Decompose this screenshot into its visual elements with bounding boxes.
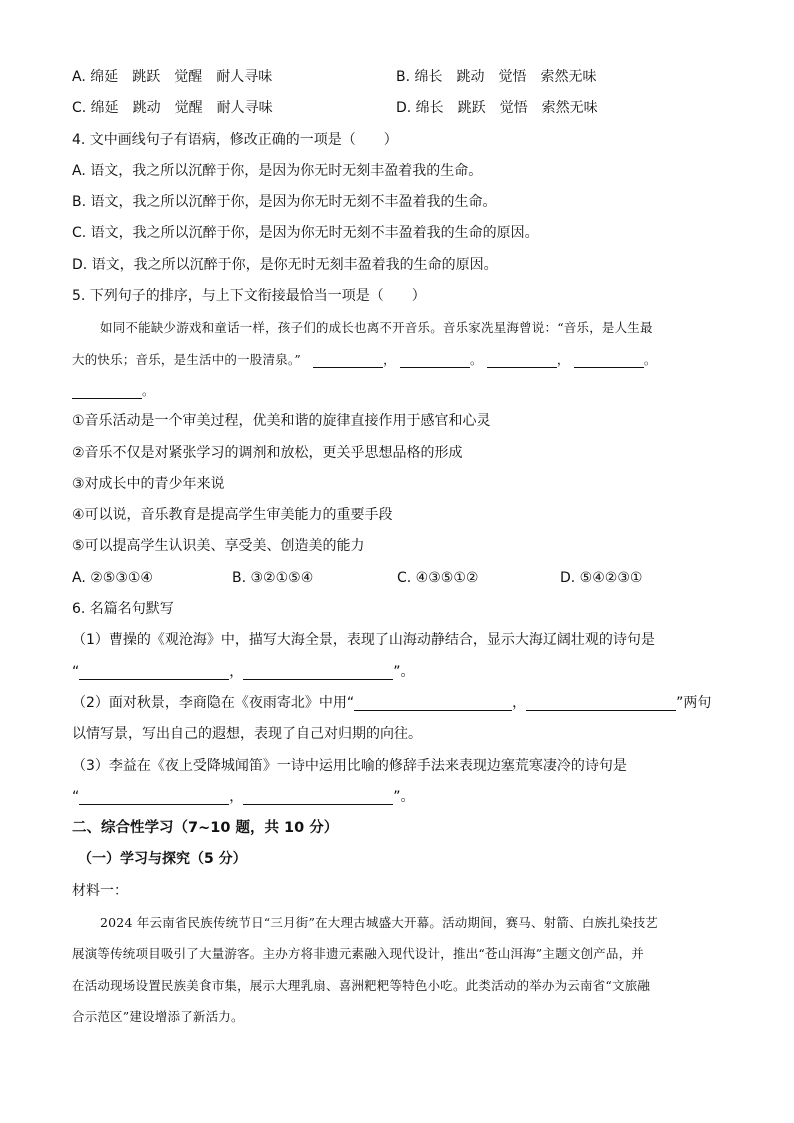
q5-blank-1[interactable] <box>313 351 383 368</box>
q5-stem: 5. 下列句子的排序，与上下文衔接最恰当一项是（ ） <box>72 288 426 305</box>
q3-option-d[interactable]: D. 绵长 跳跃 觉悟 索然无味 <box>396 100 598 117</box>
q6-part3-blank-1[interactable] <box>79 788 229 805</box>
q5-passage-line-3 <box>72 375 724 406</box>
q5-option-d[interactable]: D. ⑤④②③① <box>560 569 643 586</box>
q6-part1-blank-1[interactable] <box>79 663 229 680</box>
subsection-heading: （一）学习与探究（5 分） <box>78 851 247 868</box>
q3-option-a[interactable]: A. 绵延 跳跃 觉醒 耐人寻味 <box>72 69 273 85</box>
q3-option-c[interactable]: C. 绵延 跳动 觉醒 耐人寻味 <box>72 100 273 117</box>
q4-option-c[interactable]: C. 语文，我之所以沉醉于你，是因为你无时无刻不丰盈着我的生命的原因。 <box>72 225 539 242</box>
q5-sep: 。 <box>142 382 155 398</box>
q5-option-c[interactable]: C. ④③⑤①② <box>397 569 479 586</box>
material-line-1: 2024 年云南省民族传统节日“三月街”在大理古城盛大开幕。活动期间，赛马、射箭、白族扎染技艺 <box>100 915 658 931</box>
q4-option-b[interactable]: B. 语文，我之所以沉醉于你，是因为你无时无刻不丰盈着我的生命。 <box>72 194 497 211</box>
q6-part2-line-2: 以情写景，写出自己的遐想，表现了自己对归期的向往。 <box>72 726 422 743</box>
q3-options-row-2 <box>72 93 724 124</box>
q6-part2-blank-2[interactable] <box>526 694 676 711</box>
q3-options-row-1 <box>72 62 724 93</box>
q4-option-d[interactable]: D. 语文，我之所以沉醉于你，是你无时无刻丰盈着我的生命的原因。 <box>72 256 498 273</box>
q5-blank-3[interactable] <box>487 351 557 368</box>
q5-passage-line-1: 如同不能缺少游戏和童话一样，孩子们的成长也离不开音乐。音乐家冼星海曾说：“音乐，是人生最 <box>100 320 653 336</box>
q6-part1-line-1: （1）曹操的《观沧海》中，描写大海全景，表现了山海动静结合，显示大海辽阔壮观的诗句是 <box>72 632 655 649</box>
q5-item-1: ①音乐活动是一个审美过程，优美和谐的旋律直接作用于感官和心灵 <box>72 413 491 430</box>
comma: ， <box>512 694 527 711</box>
q6-part3-line-2 <box>72 782 724 813</box>
q6-part2-line-1 <box>72 688 724 719</box>
q5-blank-4[interactable] <box>574 351 644 368</box>
q5-blank-2[interactable] <box>400 351 470 368</box>
q3-option-b[interactable]: B. 绵长 跳动 觉悟 索然无味 <box>396 69 597 85</box>
q4-stem: 4. 文中画线句子有语病，修改正确的一项是（ ） <box>72 131 398 148</box>
q6-part2-suffix: ”两句 <box>676 694 712 711</box>
open-quote: “ <box>72 788 80 805</box>
material-line-2: 展演等传统项目吸引了大量游客。主办方将非遗元素融入现代设计，推出“苍山洱海”主题文创产品，并 <box>72 946 644 962</box>
q6-part2-prefix: （2）面对秋景，李商隐在《夜雨寄北》中用“ <box>72 694 355 711</box>
material-label: 材料一： <box>72 882 128 899</box>
q6-part2-blank-1[interactable] <box>354 694 512 711</box>
q5-sep: 。 <box>470 351 483 367</box>
q5-passage-text: 大的快乐；音乐，是生活中的一股清泉。” <box>72 351 301 367</box>
q5-option-b[interactable]: B. ③②①⑤④ <box>232 569 314 586</box>
q5-item-2: ②音乐不仅是对紧张学习的调剂和放松，更关乎思想品格的形成 <box>72 444 463 461</box>
q5-options-row <box>72 563 724 594</box>
q6-part1-line-2 <box>72 657 724 688</box>
q6-part3-line-1: （3）李益在《夜上受降城闻笛》一诗中运用比喻的修辞手法来表现边塞荒寒凄冷的诗句是 <box>72 757 627 774</box>
q5-passage-line-2 <box>72 344 724 375</box>
q5-sep: 。 <box>643 351 657 367</box>
section-heading: 二、综合性学习（7~10 题，共 10 分） <box>72 820 339 837</box>
open-quote: “ <box>72 663 80 680</box>
q5-blank-5[interactable] <box>72 382 142 399</box>
comma: ， <box>229 788 244 805</box>
comma: ， <box>229 663 244 680</box>
q5-item-4: ④可以说，音乐教育是提高学生审美能力的重要手段 <box>72 507 393 524</box>
q5-sep: ， <box>556 351 570 367</box>
q6-part3-blank-2[interactable] <box>243 788 393 805</box>
q5-item-3: ③对成长中的青少年来说 <box>72 475 225 492</box>
exam-page <box>72 62 724 1032</box>
close-quote: ”。 <box>393 663 415 680</box>
material-line-3: 在活动现场设置民族美食市集，展示大理乳扇、喜洲粑粑等特色小吃。此类活动的举办为云南省“文旅融 <box>72 977 651 993</box>
q5-option-a[interactable]: A. ②⑤③①④ <box>72 569 153 586</box>
q6-part1-blank-2[interactable] <box>243 663 393 680</box>
q5-item-5: ⑤可以提高学生认识美、享受美、创造美的能力 <box>72 538 365 555</box>
close-quote: ”。 <box>393 788 415 805</box>
q6-stem: 6. 名篇名句默写 <box>72 601 174 618</box>
q5-sep: ， <box>383 351 396 367</box>
q4-option-a[interactable]: A. 语文，我之所以沉醉于你，是因为你无时无刻丰盈着我的生命。 <box>72 162 483 179</box>
material-line-4: 合示范区”建设增添了新活力。 <box>72 1008 244 1024</box>
